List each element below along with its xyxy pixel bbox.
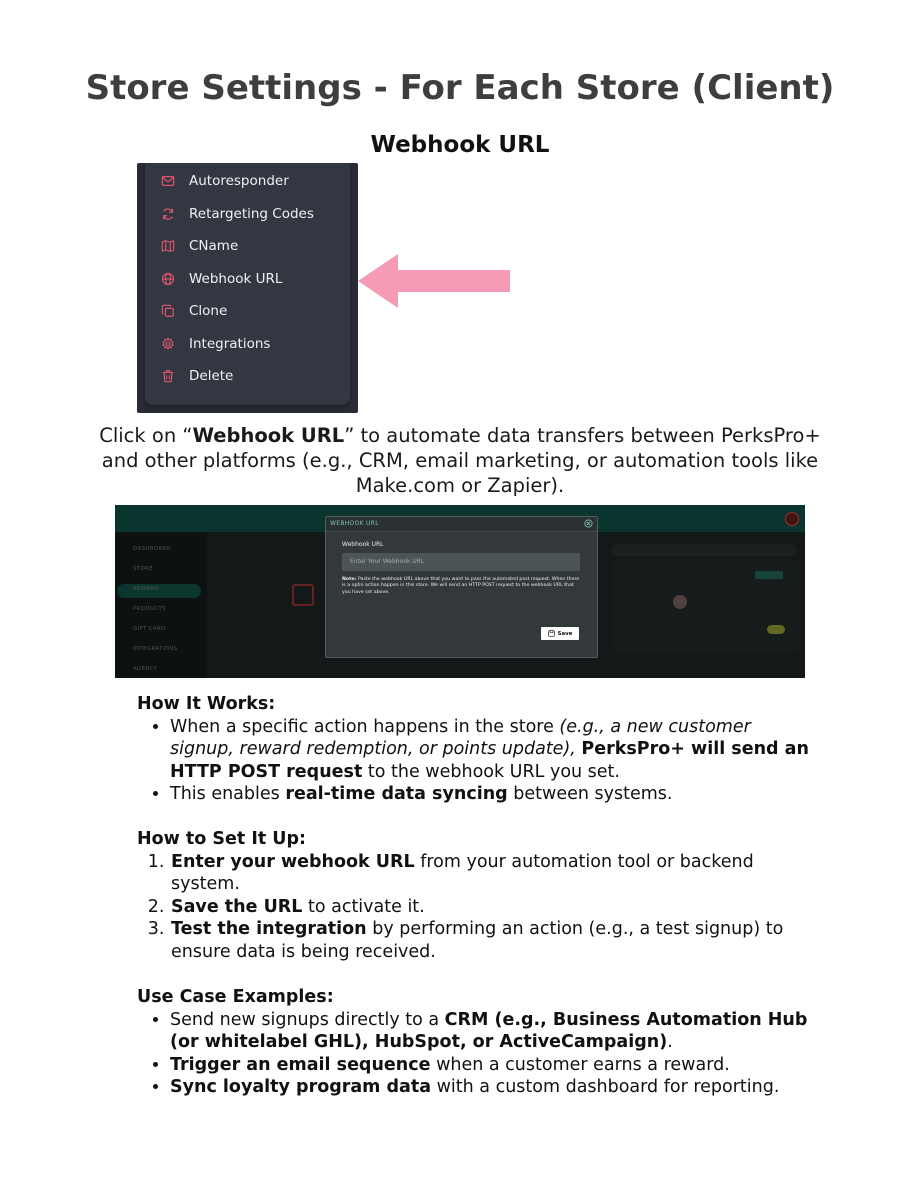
desc-prefix: Click on “ [99, 424, 193, 447]
close-icon[interactable] [584, 519, 593, 528]
item-bold: Trigger an email sequence [170, 1054, 431, 1075]
menu-item-webhook-url[interactable] [161, 267, 282, 291]
sidebar-item-products[interactable]: PRODUCTS [133, 606, 166, 612]
item-text: . [667, 1032, 673, 1053]
item-text: to the webhook URL you set. [362, 761, 620, 782]
save-label: Save [557, 630, 573, 637]
map-icon [161, 239, 175, 253]
menu-item-integrations[interactable] [161, 332, 270, 356]
webhook-modal-screenshot [115, 505, 805, 678]
list-item [170, 1076, 817, 1099]
menu-item-autoresponder[interactable] [161, 169, 289, 193]
desc-suffix: ” to automate data transfers between PerksPro+ and other platforms (e.g., CRM, email marketing, or automation tools like Make.com or Zapier). [101, 424, 821, 497]
item-bold: real-time data syncing [285, 784, 508, 805]
use-cases-list [137, 1009, 817, 1099]
note-text: Paste the webhook URL above that you want to pass the automated post request. When there is a optin action happen in this store. We will send an HTTP POST request to the webhook URL that you have set above. [342, 577, 580, 595]
item-italic: (e.g., a new customer signup, reward redemption, or points update), [170, 716, 751, 760]
menu-item-label: Retargeting Codes [189, 206, 314, 222]
gear-icon [161, 337, 175, 351]
note-label: Note: [342, 577, 357, 582]
copy-icon [161, 304, 175, 318]
save-button[interactable] [541, 627, 579, 640]
step-bold: Test the integration [171, 919, 367, 940]
item-text: Send new signups directly to a [170, 1009, 445, 1030]
list-item [170, 896, 817, 919]
modal-note [342, 577, 582, 596]
menu-panel [145, 163, 350, 405]
trash-icon [161, 369, 175, 383]
list-item [170, 716, 817, 784]
menu-item-label: Autoresponder [189, 173, 289, 189]
sidebar-item-store[interactable]: STORE [133, 566, 153, 572]
webhook-url-modal [325, 516, 598, 658]
list-item [170, 1054, 817, 1077]
list-item [170, 1009, 817, 1054]
list-item [170, 918, 817, 963]
webhook-url-placeholder: Enter Your Webhook URL [350, 558, 425, 565]
save-icon [548, 630, 555, 637]
pointer-arrow-icon [358, 254, 510, 308]
step-text: from your automation tool or backend system. [171, 851, 754, 895]
use-cases-section [137, 986, 817, 1099]
webhook-url-label: Webhook URL [342, 541, 384, 548]
modal-title: WEBHOOK URL [330, 520, 379, 527]
sidebar-item-integrations[interactable]: INTEGRATIONS [133, 646, 178, 652]
page-title: Store Settings - For Each Store (Client) [85, 68, 835, 108]
menu-item-delete[interactable] [161, 364, 233, 388]
modal-header [326, 517, 597, 532]
item-bold: CRM (e.g., Business Automation Hub (or whitelabel GHL), HubSpot, or ActiveCampaign) [170, 1009, 808, 1053]
refresh-icon [161, 207, 175, 221]
sidebar-item-gift-card[interactable]: GIFT CARD [133, 626, 166, 632]
mail-icon [161, 174, 175, 188]
step-text: to activate it. [302, 896, 425, 917]
store-settings-menu-screenshot [137, 163, 358, 413]
menu-item-label: Clone [189, 303, 228, 319]
item-text: with a custom dashboard for reporting. [431, 1077, 780, 1098]
menu-item-label: CName [189, 238, 239, 254]
item-text: between systems. [507, 784, 673, 805]
item-bold: Sync loyalty program data [170, 1077, 432, 1098]
setup-section [137, 828, 817, 964]
desc-bold: Webhook URL [192, 424, 345, 447]
use-cases-heading: Use Case Examples: [137, 987, 334, 1007]
webhook-url-input[interactable] [342, 553, 580, 571]
menu-item-retargeting-codes[interactable] [161, 202, 314, 226]
menu-item-label: Integrations [189, 336, 271, 352]
menu-item-clone[interactable] [161, 299, 227, 323]
menu-item-label: Webhook URL [189, 271, 283, 287]
step-bold: Save the URL [171, 896, 303, 917]
setup-heading: How to Set It Up: [137, 829, 307, 849]
globe-icon [161, 272, 175, 286]
step-text: by performing an action (e.g., a test signup) to ensure data is being received. [171, 919, 784, 962]
list-item [170, 851, 817, 896]
sidebar-item-agency[interactable]: AGENCY [133, 666, 158, 672]
how-it-works-section [137, 693, 817, 806]
item-text: When a specific action happens in the store [170, 716, 560, 737]
how-it-works-heading: How It Works: [137, 694, 276, 714]
menu-item-label: Delete [189, 368, 234, 384]
item-text: when a customer earns a reward. [430, 1054, 730, 1075]
menu-item-cname[interactable] [161, 234, 238, 258]
section-title: Webhook URL [370, 132, 550, 158]
item-bold: PerksPro+ will send an HTTP POST request [170, 739, 809, 782]
list-item [170, 783, 817, 806]
how-it-works-list [137, 716, 817, 806]
sidebar-item-reward[interactable]: REWARD [133, 586, 160, 592]
sidebar-item-dashboard[interactable]: DASHBOARD [133, 546, 171, 552]
step-bold: Enter your webhook URL [171, 851, 415, 872]
item-text: This enables [170, 784, 286, 805]
webhook-description [95, 423, 825, 498]
setup-steps [137, 851, 817, 964]
